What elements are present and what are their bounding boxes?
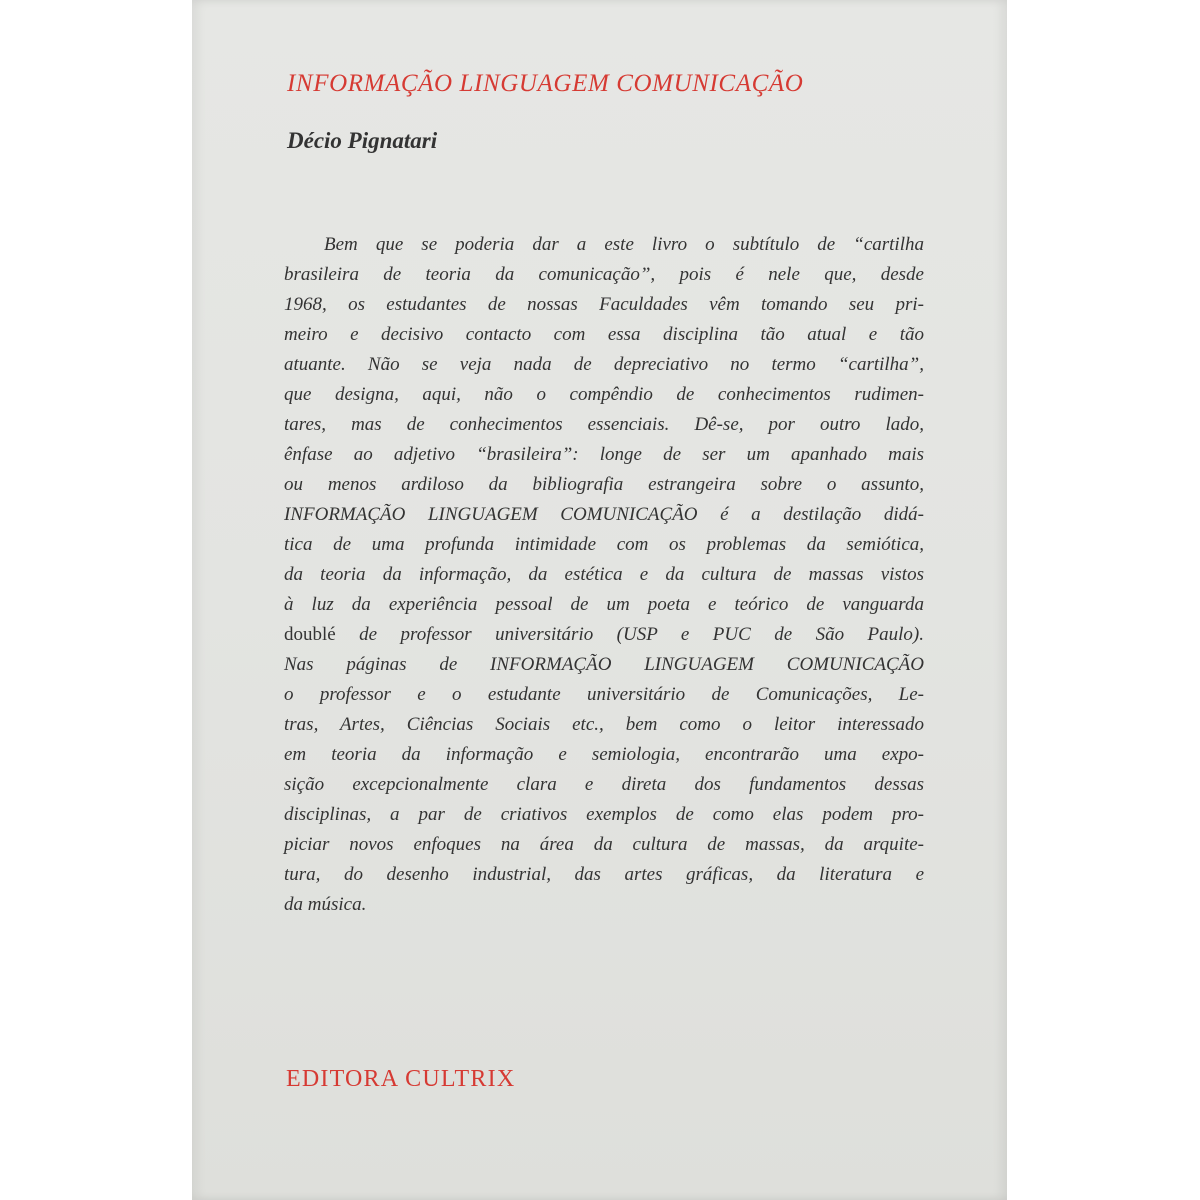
blurb-line: o professor e o estudante universitário de Comunicações, Le- bbox=[284, 684, 924, 705]
blurb-line: Nas páginas de INFORMAÇÃO LINGUAGEM COMUNICAÇÃO bbox=[284, 654, 924, 675]
blurb-line bbox=[284, 620, 924, 650]
blurb-line: tares, mas de conhecimentos essenciais. Dê-se, por outro lado, bbox=[284, 414, 924, 435]
blurb-line: ênfase ao adjetivo “brasileira”: longe de ser um apanhado mais bbox=[284, 444, 924, 465]
blurb-line: disciplinas, a par de criativos exemplos de como elas podem pro- bbox=[284, 804, 924, 825]
blurb-line: da música. bbox=[284, 894, 367, 915]
blurb-line: em teoria da informação e semiologia, encontrarão uma expo- bbox=[284, 744, 924, 765]
blurb-line: brasileira de teoria da comunicação”, pois é nele que, desde bbox=[284, 264, 924, 285]
blurb-line: tica de uma profunda intimidade com os problemas da semiótica, bbox=[284, 534, 924, 555]
blurb-line: da teoria da informação, da estética e da cultura de massas vistos bbox=[284, 564, 924, 585]
blurb-line: tura, do desenho industrial, das artes gráficas, da literatura e bbox=[284, 864, 924, 885]
doublé-word: doublé bbox=[284, 624, 336, 645]
blurb-line: à luz da experiência pessoal de um poeta e teórico de vanguarda bbox=[284, 594, 924, 615]
blurb-line: atuante. Não se veja nada de depreciativo no termo “cartilha”, bbox=[284, 354, 924, 375]
blurb-line: meiro e decisivo contacto com essa disciplina tão atual e tão bbox=[284, 324, 924, 345]
blurb-line: piciar novos enfoques na área da cultura de massas, da arquite- bbox=[284, 834, 924, 855]
blurb-line: que designa, aqui, não o compêndio de conhecimentos rudimen- bbox=[284, 384, 924, 405]
blurb-line: sição excepcionalmente clara e direta dos fundamentos dessas bbox=[284, 774, 924, 795]
publisher-name: EDITORA CULTRIX bbox=[286, 1066, 516, 1092]
blurb-line: Bem que se poderia dar a este livro o subtítulo de “cartilha bbox=[324, 234, 924, 255]
author-name: Décio Pignatari bbox=[287, 128, 438, 153]
blurb-line: ou menos ardiloso da bibliografia estrangeira sobre o assunto, bbox=[284, 474, 924, 495]
blurb-line: 1968, os estudantes de nossas Faculdades vêm tomando seu pri- bbox=[284, 294, 924, 315]
blurb-text bbox=[284, 230, 924, 920]
blurb-line: tras, Artes, Ciências Sociais etc., bem como o leitor interessado bbox=[284, 714, 924, 735]
blurb-line-rest: de professor universitário (USP e PUC de São Paulo). bbox=[359, 624, 925, 645]
book-title: INFORMAÇÃO LINGUAGEM COMUNICAÇÃO bbox=[287, 70, 804, 97]
book-back-cover bbox=[192, 0, 1007, 1200]
blurb-line: INFORMAÇÃO LINGUAGEM COMUNICAÇÃO é a destilação didá- bbox=[284, 504, 924, 525]
